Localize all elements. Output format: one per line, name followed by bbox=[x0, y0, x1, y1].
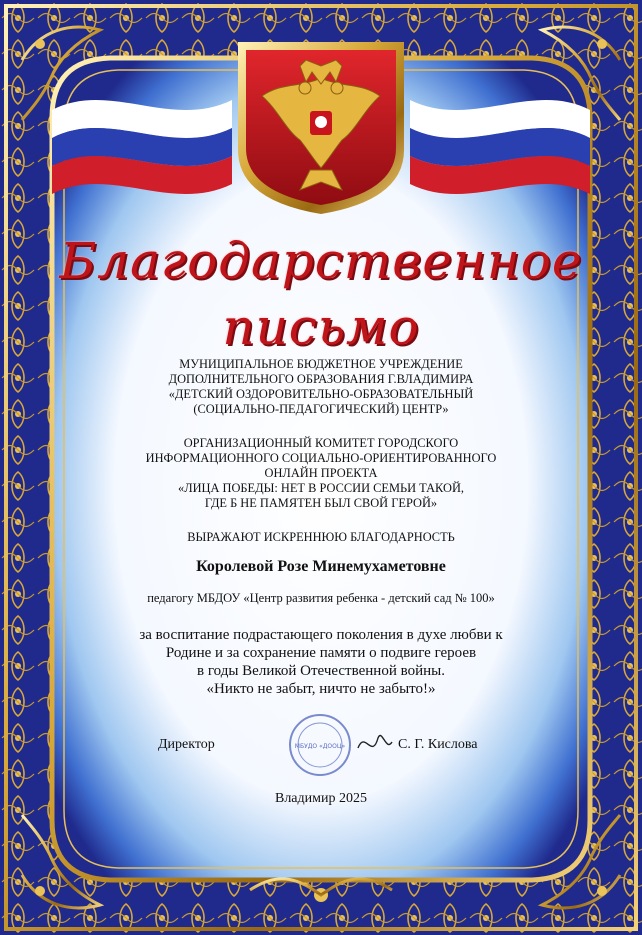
reason-line: «Никто не забыт, ничто не забыто!» bbox=[206, 681, 436, 697]
title-line-1: Благодарственное bbox=[59, 232, 583, 290]
recipient-position: педагогу МБДОУ «Центр развития ребенка - детский сад № 100» bbox=[147, 591, 495, 605]
reason-line: в годы Великой Отечественной войны. bbox=[197, 663, 445, 679]
committee-block bbox=[0, 436, 642, 511]
org-line: ДОПОЛНИТЕЛЬНОГО ОБРАЗОВАНИЯ Г.ВЛАДИМИРА bbox=[168, 372, 474, 386]
committee-line: «ЛИЦА ПОБЕДЫ: НЕТ В РОССИИ СЕМЬИ ТАКОЙ, bbox=[178, 481, 464, 495]
reason-line: за воспитание подрастающего поколения в духе любви к bbox=[139, 627, 503, 643]
committee-line: ГДЕ Б НЕ ПАМЯТЕН БЫЛ СВОЙ ГЕРОЙ» bbox=[204, 496, 438, 510]
reason-block bbox=[0, 626, 642, 698]
committee-line: ОНЛАЙН ПРОЕКТА bbox=[264, 466, 378, 480]
org-line: «ДЕТСКИЙ ОЗДОРОВИТЕЛЬНО-ОБРАЗОВАТЕЛЬНЫЙ bbox=[168, 387, 474, 401]
org-line: МУНИЦИПАЛЬНОЕ БЮДЖЕТНОЕ УЧРЕЖДЕНИЕ bbox=[179, 357, 463, 371]
thanks-text: ВЫРАЖАЮТ ИСКРЕННЮЮ БЛАГОДАРНОСТЬ bbox=[187, 530, 455, 544]
committee-line: ОРГАНИЗАЦИОННЫЙ КОМИТЕТ ГОРОДСКОГО bbox=[183, 436, 459, 450]
recipient-name: Королевой Розе Минемухаметовне bbox=[196, 558, 446, 575]
title-line-2: письмо bbox=[222, 298, 420, 356]
footer-city-year: Владимир 2025 bbox=[274, 791, 367, 806]
reason-line: Родине и за сохранение памяти о подвиге героев bbox=[165, 645, 477, 661]
org-line: (СОЦИАЛЬНО-ПЕДАГОГИЧЕСКИЙ) ЦЕНТР» bbox=[193, 402, 449, 416]
signature-role: Директор bbox=[158, 737, 215, 752]
committee-line: ИНФОРМАЦИОННОГО СОЦИАЛЬНО-ОРИЕНТИРОВАННОГО bbox=[145, 451, 497, 465]
signature-name: С. Г. Кислова bbox=[398, 737, 478, 752]
svg-text:МБУДО «ДООЦ»: МБУДО «ДООЦ» bbox=[294, 743, 346, 750]
organization-block bbox=[0, 357, 642, 417]
